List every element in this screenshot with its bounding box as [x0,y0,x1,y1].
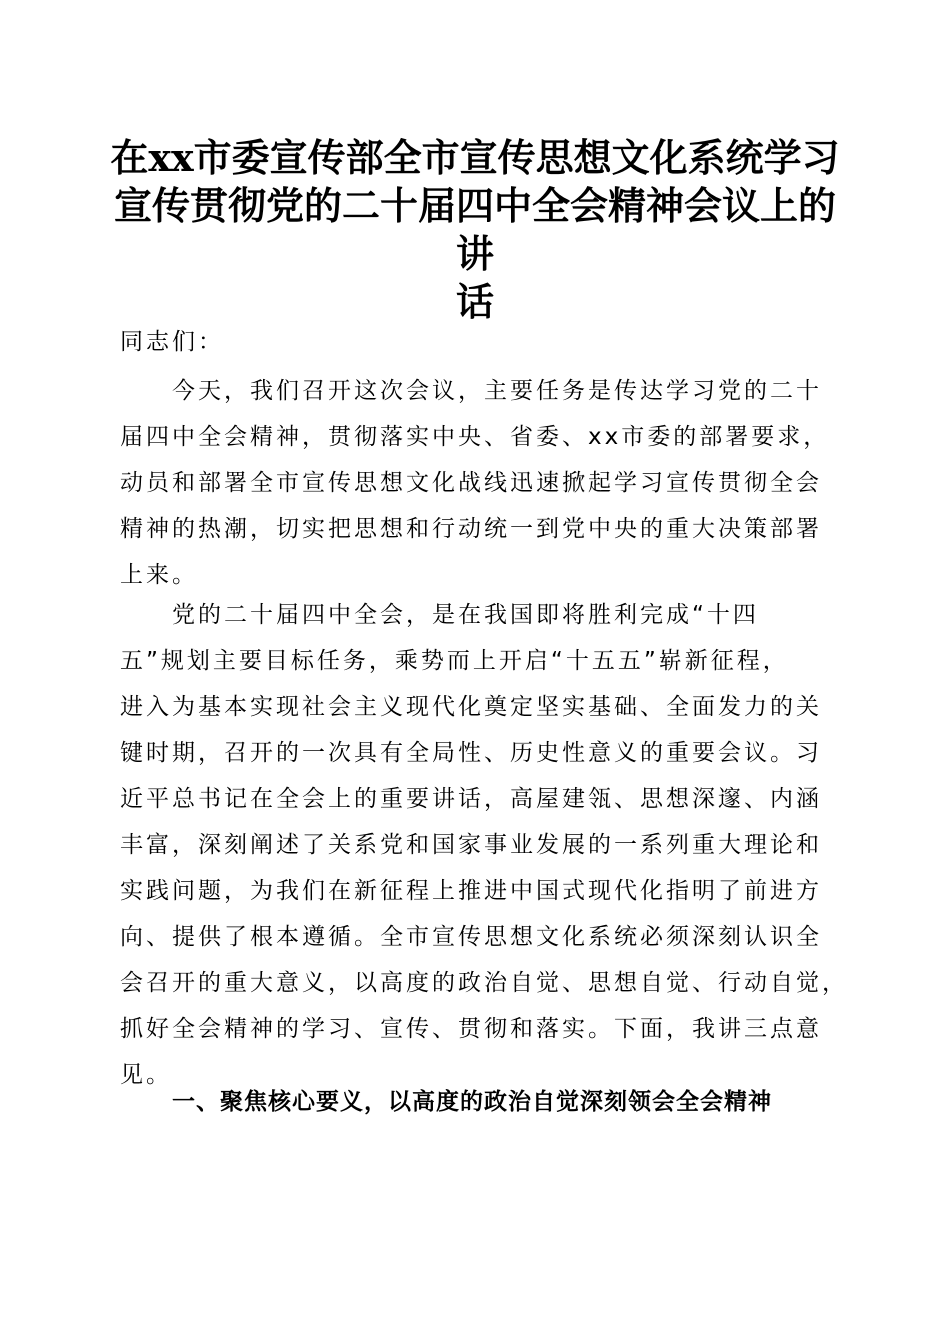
paragraph-line: 上来。 [120,562,198,588]
paragraph-significance [120,592,848,1098]
paragraph-line: 届四中全会精神，贯彻落实中央、省委、xx市委的部署要求， [120,424,830,450]
paragraph-line: 键时期，召开的一次具有全局性、历史性意义的重要会议。习 [120,740,822,766]
paragraph-line: 见。 [120,1062,172,1088]
document-title [100,134,850,326]
paragraph-line: 抓好全会精神的学习、宣传、贯彻和落实。下面，我讲三点意 [120,1016,822,1042]
paragraph-line: 今天，我们召开这次会议，主要任务是传达学习党的二十 [172,378,822,404]
title-line: 在xx市委宣传部全市宣传思想文化系统学习 [110,135,840,180]
paragraph-line: 会召开的重大意义，以高度的政治自觉、思想自觉、行动自觉， [120,970,848,996]
paragraph-line: 精神的热潮，切实把思想和行动统一到党中央的重大决策部署 [120,516,822,542]
paragraph-line: 进入为基本实现社会主义现代化奠定坚实基础、全面发力的关 [120,694,822,720]
salutation: 同志们： [120,329,224,355]
paragraph-line: 实践问题，为我们在新征程上推进中国式现代化指明了前进方 [120,878,822,904]
paragraph-opening [120,368,832,598]
paragraph-line: 党的二十届四中全会，是在我国即将胜利完成“十四 [172,602,759,628]
title-line: 宣传贯彻党的二十届四中全会精神会议上的讲 [113,183,836,276]
paragraph-line: 五”规划主要目标任务，乘势而上开启“十五五”崭新征程， [120,648,789,674]
paragraph-line: 近平总书记在全会上的重要讲话，高屋建瓴、思想深邃、内涵 [120,786,822,812]
paragraph-line: 丰富，深刻阐述了关系党和国家事业发展的一系列重大理论和 [120,832,822,858]
section-heading: 一、聚焦核心要义，以高度的政治自觉深刻领会全会精神 [172,1089,772,1115]
paragraph-line: 向、提供了根本遵循。全市宣传思想文化系统必须深刻认识全 [120,924,822,950]
paragraph-line: 动员和部署全市宣传思想文化战线迅速掀起学习宣传贯彻全会 [120,470,822,496]
title-line: 话 [455,279,494,324]
